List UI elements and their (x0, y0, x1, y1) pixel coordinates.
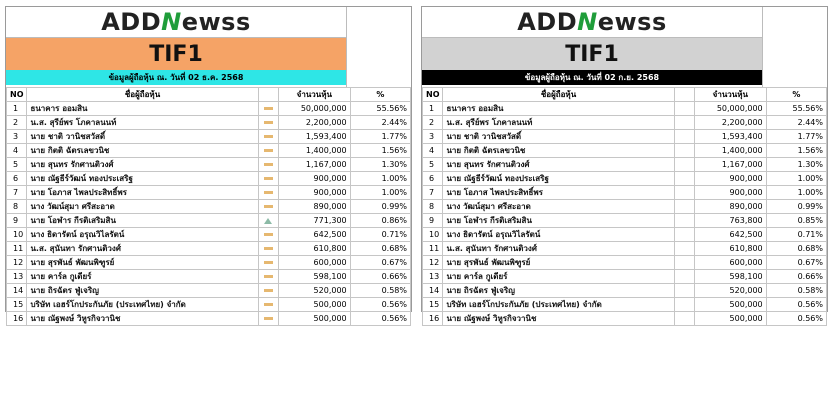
shareholder-name: นาย สุรพันธ์ พัฒนพิฑูรย์ (443, 256, 674, 270)
change-indicator (258, 312, 278, 326)
share-count: 900,000 (695, 172, 767, 186)
change-indicator (258, 228, 278, 242)
no-change-dash-icon (264, 317, 273, 320)
change-indicator (674, 256, 694, 270)
row-number: 6 (7, 172, 27, 186)
share-percent: 0.58% (350, 284, 410, 298)
share-percent: 1.56% (766, 144, 826, 158)
row-number: 3 (7, 130, 27, 144)
table-row (7, 130, 411, 144)
shareholder-name: ธนาคาร ออมสิน (443, 102, 674, 116)
shareholder-name: น.ส. สุรีย์พร โภคาลนนท์ (443, 116, 674, 130)
table-row (7, 116, 411, 130)
share-count: 610,800 (279, 242, 351, 256)
share-count: 890,000 (279, 200, 351, 214)
row-number: 14 (7, 284, 27, 298)
table-row (423, 256, 827, 270)
row-number: 2 (423, 116, 443, 130)
shareholder-name: นาย ถิรฉัตร ฟู่เจริญ (443, 284, 674, 298)
row-number: 6 (423, 172, 443, 186)
share-count: 1,167,000 (695, 158, 767, 172)
shareholder-name: นาย ณัฐธีร์วัฒน์ ทองประเสริฐ (443, 172, 674, 186)
change-indicator (674, 270, 694, 284)
table-row (7, 158, 411, 172)
table-header-row (7, 88, 411, 102)
row-number: 9 (423, 214, 443, 228)
share-percent: 0.68% (766, 242, 826, 256)
shareholder-name: นาย ณัฐพงษ์ วิหูรกิจวานิช (27, 312, 258, 326)
share-count: 1,400,000 (695, 144, 767, 158)
no-change-dash-icon (264, 261, 273, 264)
addnewss-logo: ADDNewss (517, 8, 667, 36)
share-percent: 1.77% (766, 130, 826, 144)
shareholder-name: นาย โอฬาร กีรติเสริมสิน (27, 214, 258, 228)
share-count: 600,000 (279, 256, 351, 270)
header-pct: % (766, 88, 826, 102)
share-percent: 0.86% (350, 214, 410, 228)
header-change (674, 88, 694, 102)
share-percent: 0.99% (350, 200, 410, 214)
table-header-row (423, 88, 827, 102)
share-count: 900,000 (695, 186, 767, 200)
share-percent: 0.85% (766, 214, 826, 228)
share-percent: 0.67% (350, 256, 410, 270)
row-number: 16 (423, 312, 443, 326)
share-count: 1,593,400 (279, 130, 351, 144)
no-change-dash-icon (264, 205, 273, 208)
change-indicator (674, 228, 694, 242)
row-number: 1 (423, 102, 443, 116)
share-count: 1,593,400 (695, 130, 767, 144)
table-row (423, 200, 827, 214)
shareholder-name: นาย คาร์ล กูเดียร์ (27, 270, 258, 284)
share-percent: 1.00% (350, 186, 410, 200)
row-number: 12 (423, 256, 443, 270)
table-row (7, 102, 411, 116)
share-count: 2,200,000 (695, 116, 767, 130)
no-change-dash-icon (264, 121, 273, 124)
table-row (423, 172, 827, 186)
share-count: 50,000,000 (695, 102, 767, 116)
row-number: 10 (423, 228, 443, 242)
row-number: 8 (423, 200, 443, 214)
no-change-dash-icon (264, 191, 273, 194)
shareholder-name: นาย ชาติ วานิชสวัสดิ์ (443, 130, 674, 144)
table-row (423, 242, 827, 256)
table-row (7, 284, 411, 298)
shareholder-name: ธนาคาร ออมสิน (27, 102, 258, 116)
row-number: 4 (423, 144, 443, 158)
share-count: 890,000 (695, 200, 767, 214)
header-no: NO (7, 88, 27, 102)
shareholder-name: นาย โอภาส ไพลประสิทธิ์พร (443, 186, 674, 200)
table-row (423, 298, 827, 312)
header-change (258, 88, 278, 102)
no-change-dash-icon (264, 135, 273, 138)
row-number: 14 (423, 284, 443, 298)
change-indicator (258, 186, 278, 200)
date-bar: ข้อมูลผู้ถือหุ้น ณ. วันที่ 02 ก.ย. 2568 (422, 70, 762, 85)
change-indicator (258, 270, 278, 284)
row-number: 11 (7, 242, 27, 256)
table-row (423, 214, 827, 228)
change-indicator (674, 158, 694, 172)
share-percent: 0.56% (350, 312, 410, 326)
row-number: 5 (7, 158, 27, 172)
share-count: 500,000 (695, 298, 767, 312)
change-indicator (258, 130, 278, 144)
share-percent: 1.00% (766, 186, 826, 200)
table-row (7, 172, 411, 186)
row-number: 2 (7, 116, 27, 130)
no-change-dash-icon (264, 289, 273, 292)
shareholder-name: นาย กิตติ ฉัตรเลขวนิช (443, 144, 674, 158)
shareholder-name: นาย สุนทร รักศานติวงศ์ (27, 158, 258, 172)
change-indicator (674, 284, 694, 298)
no-change-dash-icon (264, 163, 273, 166)
shareholder-name: นาง ธิดารัตน์ อรุณวิไลรัตน์ (27, 228, 258, 242)
row-number: 4 (7, 144, 27, 158)
share-percent: 0.58% (766, 284, 826, 298)
share-count: 500,000 (279, 312, 351, 326)
date-bar: ข้อมูลผู้ถือหุ้น ณ. วันที่ 02 ธ.ค. 2568 (6, 70, 346, 85)
change-indicator (674, 200, 694, 214)
no-change-dash-icon (264, 233, 273, 236)
share-percent: 1.30% (350, 158, 410, 172)
no-change-dash-icon (264, 107, 273, 110)
shareholder-name: นาง วัฒน์สุมา ศรีสะอาด (27, 200, 258, 214)
shareholder-name: บริษัท เอฮร์โกประกันภัย (ประเทศไทย) จำกัด (27, 298, 258, 312)
share-count: 50,000,000 (279, 102, 351, 116)
shareholder-name: บริษัท เอฮร์โกประกันภัย (ประเทศไทย) จำกัด (443, 298, 674, 312)
share-percent: 0.68% (350, 242, 410, 256)
no-change-dash-icon (264, 177, 273, 180)
ticker-symbol: TIF1 (565, 41, 619, 67)
share-percent: 0.71% (766, 228, 826, 242)
change-indicator (674, 102, 694, 116)
change-indicator (258, 158, 278, 172)
share-percent: 0.71% (350, 228, 410, 242)
share-percent: 2.44% (766, 116, 826, 130)
shareholder-name: นาย สุนทร รักศานติวงศ์ (443, 158, 674, 172)
share-count: 2,200,000 (279, 116, 351, 130)
shareholder-name: นาย คาร์ล กูเดียร์ (443, 270, 674, 284)
share-count: 598,100 (695, 270, 767, 284)
change-indicator (258, 242, 278, 256)
share-count: 900,000 (279, 186, 351, 200)
change-indicator (674, 214, 694, 228)
shareholder-name: นาย กิตติ ฉัตรเลขวนิช (27, 144, 258, 158)
row-number: 5 (423, 158, 443, 172)
shareholder-name: นาย โอภาส ไพลประสิทธิ์พร (27, 186, 258, 200)
share-percent: 0.99% (766, 200, 826, 214)
change-indicator (674, 130, 694, 144)
change-indicator (258, 200, 278, 214)
no-change-dash-icon (264, 247, 273, 250)
share-count: 610,800 (695, 242, 767, 256)
shareholder-name: นาย ณัฐธีร์วัฒน์ ทองประเสริฐ (27, 172, 258, 186)
share-percent: 1.30% (766, 158, 826, 172)
header-pct: % (350, 88, 410, 102)
shareholder-name: นาย สุรพันธ์ พัฒนพิฑูรย์ (27, 256, 258, 270)
table-row (423, 284, 827, 298)
divider (346, 7, 347, 87)
change-indicator (258, 214, 278, 228)
increase-arrow-icon (264, 218, 272, 224)
shareholder-name: นาย ถิรฉัตร ฟู่เจริญ (27, 284, 258, 298)
change-indicator (258, 172, 278, 186)
row-number: 11 (423, 242, 443, 256)
share-count: 900,000 (279, 172, 351, 186)
share-percent: 0.56% (350, 298, 410, 312)
share-count: 520,000 (695, 284, 767, 298)
share-percent: 0.56% (766, 312, 826, 326)
shareholder-name: นาย ณัฐพงษ์ วิหูรกิจวานิช (443, 312, 674, 326)
row-number: 9 (7, 214, 27, 228)
ticker-banner (422, 38, 762, 70)
change-indicator (258, 284, 278, 298)
table-row (7, 312, 411, 326)
share-count: 763,800 (695, 214, 767, 228)
share-count: 1,400,000 (279, 144, 351, 158)
shareholder-name: นาง ธิดารัตน์ อรุณวิไลรัตน์ (443, 228, 674, 242)
change-indicator (674, 144, 694, 158)
header-name: ชื่อผู้ถือหุ้น (27, 88, 258, 102)
shareholder-name: น.ส. สุนันทา รักศานติวงศ์ (27, 242, 258, 256)
table-row (423, 312, 827, 326)
change-indicator (674, 172, 694, 186)
row-number: 16 (7, 312, 27, 326)
shareholder-table (422, 87, 827, 326)
row-number: 13 (7, 270, 27, 284)
table-row (423, 116, 827, 130)
share-count: 642,500 (695, 228, 767, 242)
share-percent: 0.67% (766, 256, 826, 270)
share-percent: 1.00% (766, 172, 826, 186)
shareholder-panel-previous (421, 6, 828, 323)
table-row (423, 228, 827, 242)
row-number: 7 (423, 186, 443, 200)
shareholder-name: นาง วัฒน์สุมา ศรีสะอาด (443, 200, 674, 214)
row-number: 12 (7, 256, 27, 270)
share-count: 598,100 (279, 270, 351, 284)
header-shares: จำนวนหุ้น (695, 88, 767, 102)
share-percent: 55.56% (766, 102, 826, 116)
shareholder-table (6, 87, 411, 326)
share-percent: 0.56% (766, 298, 826, 312)
row-number: 13 (423, 270, 443, 284)
shareholder-name: น.ส. สุรีย์พร โภคาลนนท์ (27, 116, 258, 130)
share-count: 600,000 (695, 256, 767, 270)
ticker-banner (6, 38, 346, 70)
table-row (7, 144, 411, 158)
share-percent: 0.66% (766, 270, 826, 284)
logo-area (6, 7, 346, 38)
share-count: 500,000 (279, 298, 351, 312)
table-row (423, 144, 827, 158)
share-percent: 2.44% (350, 116, 410, 130)
addnewss-logo: ADDNewss (101, 8, 251, 36)
shareholder-name: นาย โอฬาร กีรติเสริมสิน (443, 214, 674, 228)
row-number: 3 (423, 130, 443, 144)
row-number: 8 (7, 200, 27, 214)
table-row (7, 228, 411, 242)
share-percent: 1.56% (350, 144, 410, 158)
row-number: 7 (7, 186, 27, 200)
table-row (7, 186, 411, 200)
table-row (7, 270, 411, 284)
divider (762, 7, 763, 87)
change-indicator (258, 298, 278, 312)
table-row (423, 270, 827, 284)
change-indicator (674, 298, 694, 312)
header-no: NO (423, 88, 443, 102)
share-count: 1,167,000 (279, 158, 351, 172)
header-shares: จำนวนหุ้น (279, 88, 351, 102)
ticker-symbol: TIF1 (149, 41, 203, 67)
share-percent: 0.66% (350, 270, 410, 284)
table-row (7, 214, 411, 228)
change-indicator (674, 186, 694, 200)
no-change-dash-icon (264, 149, 273, 152)
no-change-dash-icon (264, 275, 273, 278)
share-percent: 1.77% (350, 130, 410, 144)
change-indicator (674, 242, 694, 256)
change-indicator (258, 116, 278, 130)
table-row (423, 102, 827, 116)
table-row (423, 158, 827, 172)
shareholder-name: น.ส. สุนันทา รักศานติวงศ์ (443, 242, 674, 256)
table-row (7, 298, 411, 312)
share-count: 642,500 (279, 228, 351, 242)
change-indicator (258, 256, 278, 270)
header-name: ชื่อผู้ถือหุ้น (443, 88, 674, 102)
table-row (423, 186, 827, 200)
row-number: 15 (423, 298, 443, 312)
share-count: 500,000 (695, 312, 767, 326)
share-percent: 1.00% (350, 172, 410, 186)
row-number: 15 (7, 298, 27, 312)
share-count: 771,300 (279, 214, 351, 228)
change-indicator (258, 102, 278, 116)
shareholder-name: นาย ชาติ วานิชสวัสดิ์ (27, 130, 258, 144)
shareholder-panel-current (5, 6, 412, 323)
no-change-dash-icon (264, 303, 273, 306)
table-row (7, 200, 411, 214)
logo-area (422, 7, 762, 38)
share-count: 520,000 (279, 284, 351, 298)
table-row (7, 242, 411, 256)
table-row (7, 256, 411, 270)
share-percent: 55.56% (350, 102, 410, 116)
row-number: 10 (7, 228, 27, 242)
table-row (423, 130, 827, 144)
change-indicator (674, 312, 694, 326)
change-indicator (674, 116, 694, 130)
change-indicator (258, 144, 278, 158)
row-number: 1 (7, 102, 27, 116)
